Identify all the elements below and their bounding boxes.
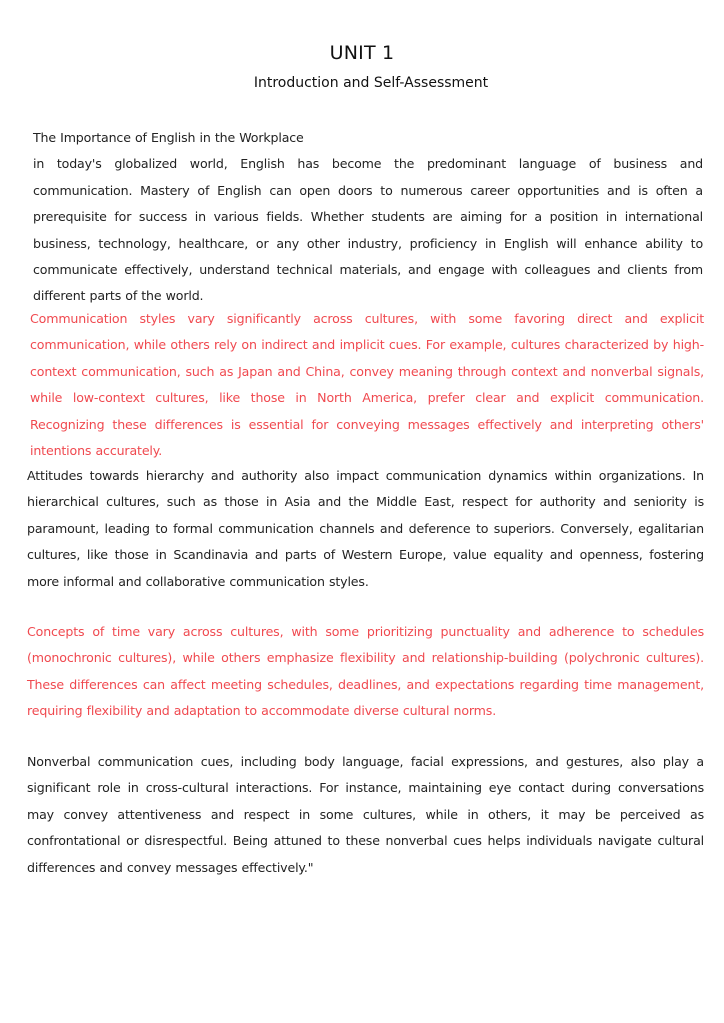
- paragraph-nonverbal-communication: Nonverbal communication cues, including body language, facial expressions, and gestures, also play a significant role in cross-cultural interactions. For instance, maintaining eye contact during conversations may convey attentiveness and respect in some cultures, while in others, it may be perceived as confrontational or disrespectful. Being attuned to these nonverbal cues helps individuals navigate cultural differences and convey messages effectively.": [27, 754, 704, 875]
- paragraph-importance-of-english: [33, 125, 703, 310]
- paragraph-communication-styles: Communication styles vary significantly across cultures, with some favoring direct and explicit communication, while others rely on indirect and implicit cues. For example, cultures characterized by high-context communication, such as Japan and China, convey meaning through context and nonverbal signals, while low-context cultures, like those in North America, prefer clear and explicit communication. Recognizing these differences is essential for conveying messages effectively and interpreting others' intentions accurately.: [30, 311, 704, 459]
- paragraph-concepts-of-time: Concepts of time vary across cultures, with some prioritizing punctuality and adherence to schedules (monochronic cultures), while others emphasize flexibility and relationship-building (polychronic cultures). These differences can affect meeting schedules, deadlines, and expectations regarding time management, requiring flexibility and adaptation to accommodate diverse cultural norms.: [27, 624, 704, 719]
- paragraph-hierarchy-authority: Attitudes towards hierarchy and authority also impact communication dynamics within organizations. In hierarchical cultures, such as those in Asia and the Middle East, respect for authority and seniority is paramount, leading to formal communication channels and deference to superiors. Conversely, egalitarian cultures, like those in Scandinavia and parts of Western Europe, value equality and openness, fostering more informal and collaborative communication styles.: [27, 468, 704, 589]
- section-heading: The Importance of English in the Workplace: [33, 130, 304, 145]
- unit-subtitle: Introduction and Self-Assessment: [253, 75, 489, 91]
- unit-title: UNIT 1: [329, 42, 395, 64]
- paragraph-text: in today's globalized world, English has become the predominant language of business and communication. Mastery of English can open doors to numerous career opportunities and is often a prerequisite for success in various fields. Whether students are aiming for a position in international business, technology, healthcare, or any other industry, proficiency in English will enhance ability to communicate effectively, understand technical materials, and engage with colleagues and clients from different parts of the world.: [33, 156, 703, 304]
